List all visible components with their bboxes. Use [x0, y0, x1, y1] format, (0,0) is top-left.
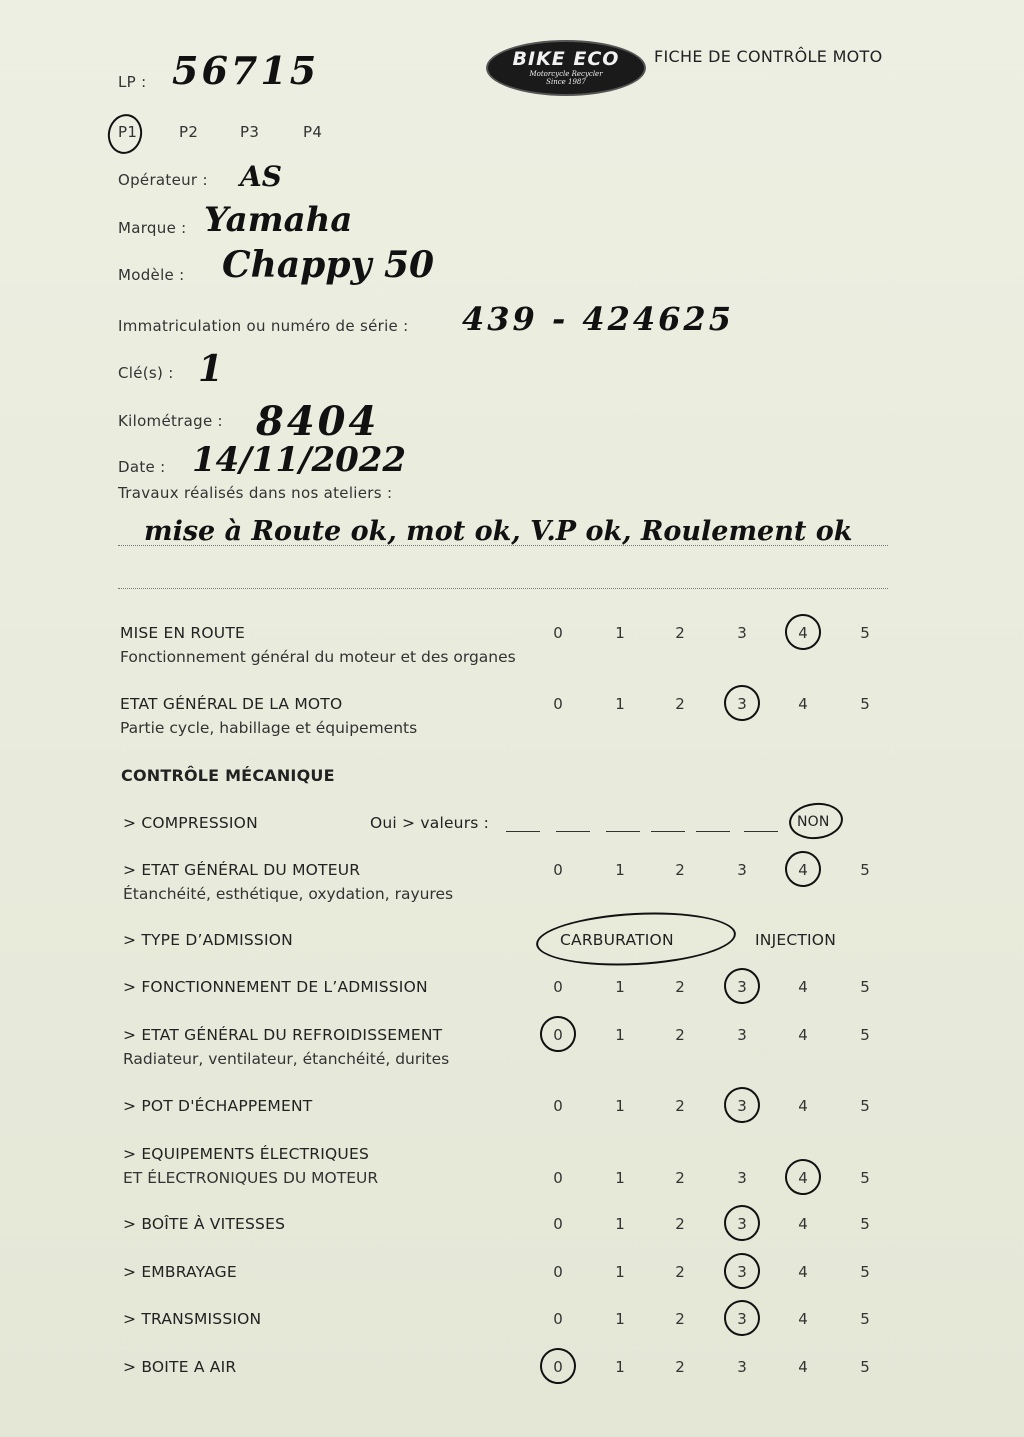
score-option-1[interactable]: 1 — [615, 1097, 625, 1115]
score-option-5[interactable]: 5 — [860, 861, 870, 879]
carburation-option[interactable]: CARBURATION — [560, 931, 674, 949]
score-option-3[interactable]: 3 — [737, 695, 747, 713]
selection-circle — [722, 966, 762, 1006]
score-option-4[interactable]: 4 — [798, 1026, 808, 1044]
date-value: 14/11/2022 — [192, 440, 407, 480]
mise-en-route-sub: Fonctionnement général du moteur et des organes — [120, 648, 516, 666]
score-option-5[interactable]: 5 — [860, 695, 870, 713]
item-title: > BOITE A AIR — [123, 1358, 237, 1376]
score-option-2[interactable]: 2 — [675, 978, 685, 996]
compression-oui-label: Oui > valeurs : — [370, 814, 490, 832]
score-option-1[interactable]: 1 — [615, 1358, 625, 1376]
mise-en-route-title: MISE EN ROUTE — [120, 624, 245, 642]
logo-name: BIKE ECO — [512, 48, 620, 70]
score-option-4[interactable]: 4 — [798, 1097, 808, 1115]
compression-value-2[interactable] — [556, 831, 590, 832]
travaux-value: mise à Route ok, mot ok, V.P ok, Roulement ok — [144, 516, 853, 547]
km-value: 8404 — [256, 398, 380, 445]
modele-value: Chappy 50 — [222, 244, 435, 286]
item-title: > EMBRAYAGE — [123, 1263, 237, 1281]
position-p1[interactable]: P1 — [118, 123, 138, 141]
travaux-line-2 — [118, 588, 888, 589]
controle-mecanique-heading: CONTRÔLE MÉCANIQUE — [121, 766, 335, 785]
selection-circle — [722, 1085, 762, 1125]
score-option-0[interactable]: 0 — [553, 624, 563, 642]
cles-value: 1 — [198, 348, 224, 390]
compression-title: > COMPRESSION — [123, 814, 258, 832]
score-option-0[interactable]: 0 — [553, 1026, 563, 1044]
score-option-0[interactable]: 0 — [553, 861, 563, 879]
score-option-4[interactable]: 4 — [798, 1215, 808, 1233]
score-option-0[interactable]: 0 — [553, 1169, 563, 1187]
etat-moto-title: ETAT GÉNÉRAL DE LA MOTO — [120, 695, 343, 713]
item-title: > FONCTIONNEMENT DE L’ADMISSION — [123, 978, 428, 996]
position-p2[interactable]: P2 — [179, 123, 199, 141]
bike-eco-logo — [486, 40, 646, 96]
score-option-4[interactable]: 4 — [798, 978, 808, 996]
item-subtitle: Radiateur, ventilateur, étanchéité, durites — [123, 1050, 450, 1068]
selection-circle — [722, 1203, 762, 1243]
score-option-5[interactable]: 5 — [860, 1169, 870, 1187]
score-option-1[interactable]: 1 — [615, 861, 625, 879]
score-option-4[interactable]: 4 — [798, 1263, 808, 1281]
score-option-5[interactable]: 5 — [860, 624, 870, 642]
cles-label: Clé(s) : — [118, 364, 174, 382]
etat-moto-sub: Partie cycle, habillage et équipements — [120, 719, 418, 737]
score-option-2[interactable]: 2 — [675, 1169, 685, 1187]
score-option-1[interactable]: 1 — [615, 1026, 625, 1044]
score-option-1[interactable]: 1 — [615, 978, 625, 996]
score-option-1[interactable]: 1 — [615, 1215, 625, 1233]
km-label: Kilométrage : — [118, 412, 223, 430]
score-option-2[interactable]: 2 — [675, 1310, 685, 1328]
item-title: > ETAT GÉNÉRAL DU REFROIDISSEMENT — [123, 1026, 443, 1044]
selection-circle — [535, 908, 737, 970]
marque-label: Marque : — [118, 219, 187, 237]
immat-label: Immatriculation ou numéro de série : — [118, 317, 409, 335]
score-option-0[interactable]: 0 — [553, 695, 563, 713]
score-option-2[interactable]: 2 — [675, 1358, 685, 1376]
selection-circle — [721, 1250, 763, 1292]
selection-circle — [783, 612, 824, 653]
score-option-0[interactable]: 0 — [553, 1358, 563, 1376]
compression-value-3[interactable] — [606, 831, 640, 832]
score-option-4[interactable]: 4 — [798, 624, 808, 642]
score-option-0[interactable]: 0 — [553, 1097, 563, 1115]
score-option-5[interactable]: 5 — [860, 1263, 870, 1281]
score-option-2[interactable]: 2 — [675, 1097, 685, 1115]
marque-value: Yamaha — [204, 200, 353, 240]
score-option-4[interactable]: 4 — [798, 1169, 808, 1187]
selection-circle — [722, 683, 763, 724]
score-option-4[interactable]: 4 — [798, 1310, 808, 1328]
modele-label: Modèle : — [118, 266, 185, 284]
immat-value: 439 - 424625 — [462, 300, 734, 338]
item-title: > BOÎTE À VITESSES — [123, 1215, 286, 1233]
logo-line2: Since 1987 — [546, 78, 586, 86]
score-option-1[interactable]: 1 — [615, 1263, 625, 1281]
score-option-1[interactable]: 1 — [615, 1169, 625, 1187]
score-option-4[interactable]: 4 — [798, 695, 808, 713]
item-title: > POT D'ÉCHAPPEMENT — [123, 1097, 313, 1115]
date-label: Date : — [118, 458, 166, 476]
score-option-1[interactable]: 1 — [615, 624, 625, 642]
score-option-3[interactable]: 3 — [737, 1097, 747, 1115]
score-option-1[interactable]: 1 — [615, 695, 625, 713]
score-option-3[interactable]: 3 — [737, 1026, 747, 1044]
score-option-4[interactable]: 4 — [798, 861, 808, 879]
compression-value-5[interactable] — [696, 831, 730, 832]
selection-circle — [722, 1298, 762, 1338]
compression-value-6[interactable] — [744, 831, 778, 832]
compression-value-4[interactable] — [651, 831, 685, 832]
selection-circle — [104, 111, 146, 157]
score-option-2[interactable]: 2 — [675, 1215, 685, 1233]
score-option-2[interactable]: 2 — [675, 695, 685, 713]
score-option-5[interactable]: 5 — [860, 1097, 870, 1115]
operateur-label: Opérateur : — [118, 171, 208, 189]
score-option-3[interactable]: 3 — [737, 978, 747, 996]
score-option-2[interactable]: 2 — [675, 624, 685, 642]
score-option-2[interactable]: 2 — [675, 861, 685, 879]
score-option-5[interactable]: 5 — [860, 1215, 870, 1233]
score-option-3[interactable]: 3 — [737, 1358, 747, 1376]
score-option-5[interactable]: 5 — [860, 1026, 870, 1044]
selection-circle — [783, 849, 824, 890]
form-title: FICHE DE CONTRÔLE MOTO — [654, 47, 883, 66]
selection-circle — [537, 1345, 579, 1387]
score-option-4[interactable]: 4 — [798, 1358, 808, 1376]
score-option-2[interactable]: 2 — [675, 1263, 685, 1281]
score-option-3[interactable]: 3 — [737, 1263, 747, 1281]
compression-value-1[interactable] — [506, 831, 540, 832]
item-title: > TRANSMISSION — [123, 1310, 262, 1328]
score-option-5[interactable]: 5 — [860, 978, 870, 996]
compression-non-option[interactable]: NON — [797, 814, 830, 830]
operateur-value: AS — [240, 160, 282, 193]
etat-moteur-sub: Étanchéité, esthétique, oxydation, rayures — [123, 885, 454, 903]
score-option-5[interactable]: 5 — [860, 1358, 870, 1376]
lp-value: 56715 — [172, 48, 320, 93]
score-option-3[interactable]: 3 — [737, 861, 747, 879]
score-option-3[interactable]: 3 — [737, 624, 747, 642]
etat-moteur-title: > ETAT GÉNÉRAL DU MOTEUR — [123, 861, 361, 879]
score-option-5[interactable]: 5 — [860, 1310, 870, 1328]
selection-circle — [787, 800, 844, 841]
score-option-3[interactable]: 3 — [737, 1310, 747, 1328]
position-p4[interactable]: P4 — [303, 123, 323, 141]
selection-circle — [782, 1156, 824, 1198]
injection-option[interactable]: INJECTION — [755, 931, 836, 949]
score-option-0[interactable]: 0 — [553, 1310, 563, 1328]
score-option-3[interactable]: 3 — [737, 1215, 747, 1233]
selection-circle — [537, 1013, 579, 1055]
score-option-1[interactable]: 1 — [615, 1310, 625, 1328]
travaux-label: Travaux réalisés dans nos ateliers : — [118, 484, 393, 502]
score-option-3[interactable]: 3 — [737, 1169, 747, 1187]
type-admission-title: > TYPE D’ADMISSION — [123, 931, 293, 949]
score-option-2[interactable]: 2 — [675, 1026, 685, 1044]
score-option-0[interactable]: 0 — [553, 1215, 563, 1233]
score-option-0[interactable]: 0 — [553, 1263, 563, 1281]
position-p3[interactable]: P3 — [240, 123, 260, 141]
item-title: > EQUIPEMENTS ÉLECTRIQUES — [123, 1145, 369, 1163]
lp-label: LP : — [118, 73, 147, 91]
item-subtitle: ET ÉLECTRONIQUES DU MOTEUR — [123, 1169, 379, 1187]
logo-line1: Motorcycle Recycler — [529, 70, 603, 78]
score-option-0[interactable]: 0 — [553, 978, 563, 996]
